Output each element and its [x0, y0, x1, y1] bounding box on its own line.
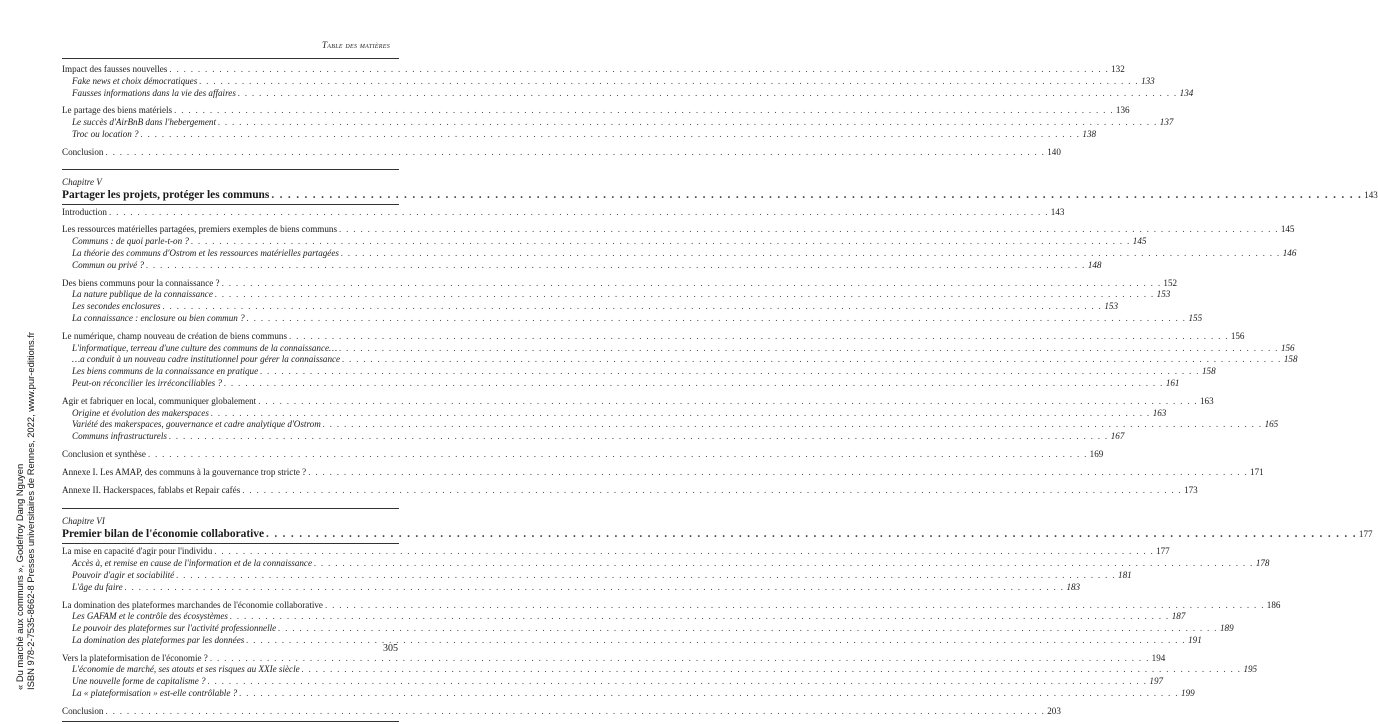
- toc-entry[interactable]: [62, 377, 1180, 390]
- toc-entry[interactable]: [62, 431, 1125, 443]
- leader-dots: [105, 147, 1045, 159]
- toc-entry[interactable]: [62, 312, 1203, 325]
- toc-entry-page: 177: [1156, 546, 1170, 557]
- leader-dots: [141, 129, 1081, 141]
- toc-entry-title: L'informatique, terreau d'une culture des communs de la connaissance…: [72, 342, 338, 353]
- chapter-title: [62, 527, 1373, 542]
- leader-dots: [169, 431, 1109, 443]
- leader-dots: [230, 611, 1170, 623]
- leader-dots: [339, 343, 1279, 355]
- toc-entry-title: Pouvoir d'agir et sociabilité: [72, 569, 175, 580]
- toc-entry[interactable]: [62, 146, 1061, 159]
- toc-entry[interactable]: [62, 64, 1125, 76]
- leader-dots: [238, 88, 1178, 100]
- toc-entry[interactable]: [62, 236, 1147, 248]
- leader-dots: [314, 558, 1254, 570]
- toc-entry-page: 163: [1152, 407, 1167, 418]
- leader-dots: [224, 378, 1164, 390]
- toc-entry-title: L'économie de marché, ses atouts et ses risques au XXIe siècle: [72, 664, 300, 675]
- leader-dots: [278, 623, 1218, 635]
- chapter5-entries: [62, 206, 1298, 497]
- leader-dots: [242, 485, 1182, 497]
- toc-entry-page: 187: [1171, 611, 1186, 622]
- side-note-line-2: ISBN 978-2-7535-8662-8 Presses universitaires de Rennes, 2022, www.pur-editions.fr: [25, 332, 36, 690]
- toc-entry-title: Annexe II. Hackerspaces, fablabs et Repair cafés: [62, 484, 241, 495]
- toc-entry-title: Agir et fabriquer en local, communiquer globalement: [62, 395, 257, 406]
- toc-entry-title: Le succès d'AirBnB dans l'hebergement: [72, 117, 216, 128]
- toc-entry-page: 199: [1181, 688, 1195, 699]
- toc-entry-title: Conclusion: [62, 705, 104, 716]
- leader-dots: [308, 467, 1248, 479]
- running-head-text: Table des matières: [321, 40, 390, 50]
- toc-entry-page: 163: [1200, 395, 1214, 406]
- leader-dots: [210, 653, 1150, 665]
- chapter-page: 177: [1358, 529, 1373, 540]
- leader-dots: [125, 582, 1065, 594]
- leader-dots: [323, 419, 1263, 431]
- toc-entry[interactable]: [62, 466, 1264, 479]
- leader-dots: [289, 331, 1229, 343]
- toc-entry-page: 171: [1250, 466, 1264, 477]
- toc-entry-title: Fake news et choix démocratiques: [72, 75, 198, 86]
- toc-entry[interactable]: [62, 581, 1081, 594]
- toc-entry-page: 155: [1188, 312, 1203, 323]
- leader-dots: [211, 408, 1151, 420]
- toc-entry-page: 178: [1255, 558, 1270, 569]
- toc-entry[interactable]: [62, 395, 1214, 408]
- toc-entry-title: Communs infrastructurels: [72, 431, 167, 442]
- page-number: 305: [383, 643, 398, 654]
- toc-entry-page: 133: [1141, 75, 1155, 86]
- toc-entry-title: Communs : de quoi parle-t-on ?: [72, 236, 189, 247]
- chapter-rule: [62, 543, 399, 544]
- toc-entry-title: Commun ou privé ?: [72, 259, 144, 270]
- toc-entry-title: Le pouvoir des plateformes sur l'activité professionnelle: [72, 623, 277, 634]
- toc-entry[interactable]: [62, 407, 1167, 420]
- leader-dots: [148, 449, 1088, 461]
- toc-entry-title: Le numérique, champ nouveau de création de biens communs: [62, 330, 287, 341]
- toc-entry[interactable]: [62, 676, 1164, 688]
- chapter-title-text: Premier bilan de l'économie collaborative: [62, 528, 265, 541]
- leader-dots: [239, 688, 1179, 700]
- header-rule: [62, 58, 399, 59]
- toc-entry[interactable]: [62, 105, 1130, 117]
- toc-entry-title: Conclusion: [62, 146, 104, 157]
- toc-entry[interactable]: [62, 87, 1194, 100]
- toc-entry-title: Variété des makerspaces, gouvernance et cadre analytique d'Ostrom: [72, 419, 321, 430]
- toc-entry-page: 156: [1280, 342, 1295, 353]
- leader-dots: [222, 278, 1162, 290]
- toc-entry[interactable]: [62, 484, 1198, 497]
- toc-entry[interactable]: [62, 259, 1102, 272]
- toc-entry-page: 132: [1111, 64, 1125, 74]
- leader-dots: [266, 527, 1357, 542]
- leader-dots: [169, 64, 1109, 76]
- toc-entry-page: 194: [1151, 652, 1166, 663]
- toc-entry[interactable]: [62, 206, 1065, 219]
- toc-entry-page: 197: [1149, 676, 1164, 687]
- leader-dots: [191, 236, 1131, 248]
- toc-entry-page: 173: [1184, 484, 1198, 495]
- leader-dots: [214, 546, 1154, 558]
- leader-dots: [105, 706, 1045, 718]
- toc-entry-page: 146: [1282, 247, 1297, 258]
- toc-entry-title: …a conduit à un nouveau cadre institutionnel pour gérer la connaissance: [72, 354, 341, 365]
- leader-dots: [341, 248, 1281, 260]
- toc-entry-title: Les secondes enclosures: [72, 301, 161, 312]
- toc-entry-page: 165: [1264, 419, 1279, 430]
- toc-entry-page: 158: [1201, 366, 1216, 377]
- leader-dots: [146, 260, 1086, 272]
- toc-entry-page: 203: [1047, 705, 1061, 716]
- toc-entry-title: Les ressources matérielles partagées, premiers exemples de biens communs: [62, 224, 337, 235]
- leader-dots: [342, 354, 1282, 366]
- chapter-page: 143: [1364, 189, 1378, 200]
- toc-entry[interactable]: [62, 117, 1174, 129]
- toc-entry[interactable]: [62, 546, 1170, 558]
- leader-dots: [271, 188, 1362, 203]
- toc-entry-page: 137: [1159, 117, 1174, 128]
- toc-entry[interactable]: [62, 634, 1202, 647]
- toc-entry-page: 152: [1163, 277, 1178, 288]
- toc-entry-title: Fausses informations dans la vie des affaires: [72, 87, 236, 98]
- toc-entry-page: 134: [1179, 87, 1194, 98]
- leader-dots: [218, 117, 1158, 129]
- toc-entry[interactable]: [62, 448, 1104, 461]
- toc-entry-page: 143: [1050, 206, 1065, 217]
- toc-entry[interactable]: [62, 342, 1295, 355]
- side-copyright-note: [14, 332, 36, 690]
- chapter-rule: [62, 204, 399, 205]
- toc-entry-title: La domination des plateformes par les données: [72, 634, 245, 645]
- toc-entry-page: 195: [1243, 664, 1258, 675]
- leader-dots: [325, 600, 1265, 612]
- toc-entry[interactable]: [62, 301, 1119, 313]
- toc-entry[interactable]: [62, 419, 1279, 431]
- leader-dots: [258, 396, 1198, 408]
- toc-entry-title: Accès à, et remise en cause de l'information et de la connaissance: [72, 558, 313, 569]
- toc-entry-page: 156: [1230, 330, 1245, 341]
- toc-entry-page: 145: [1132, 236, 1147, 247]
- toc-entry-title: Les GAFAM et le contrôle des écosystèmes: [72, 611, 228, 622]
- toc-entry-page: 186: [1266, 599, 1281, 610]
- bottom-rule: [62, 721, 399, 722]
- toc-entry-page: 191: [1188, 634, 1202, 645]
- toc-entry-page: 138: [1082, 128, 1097, 139]
- toc-entry[interactable]: [62, 664, 1258, 676]
- toc-entry-title: Une nouvelle forme de capitalisme ?: [72, 676, 206, 687]
- toc-entry-page: 181: [1118, 569, 1132, 580]
- toc-entry-page: 158: [1283, 354, 1298, 365]
- toc-entry-page: 148: [1087, 259, 1102, 270]
- toc-entry-page: 167: [1110, 431, 1125, 442]
- leader-dots: [247, 313, 1187, 325]
- toc-entry[interactable]: [62, 569, 1132, 582]
- toc-entry-page: 161: [1165, 377, 1180, 388]
- toc-entry-title: Vers la plateformisation de l'économie ?: [62, 652, 208, 663]
- toc-entry[interactable]: [62, 705, 1061, 718]
- chapter-label: Chapitre V: [62, 176, 102, 187]
- toc-entry[interactable]: [62, 652, 1166, 665]
- toc-entry-title: Les biens communs de la connaissance en pratique: [72, 366, 259, 377]
- running-head: [322, 40, 390, 50]
- toc-entry-title: La connaissance : enclosure ou bien commun ?: [72, 312, 245, 323]
- leader-dots: [208, 676, 1148, 688]
- leader-dots: [215, 289, 1155, 301]
- toc-entry-page: 136: [1115, 105, 1130, 116]
- toc-entry[interactable]: [62, 330, 1245, 343]
- toc-entry-title: Troc ou location ?: [72, 128, 139, 139]
- leader-dots: [339, 224, 1279, 236]
- chapter-title-text: Partager les projets, protéger les communs: [62, 188, 270, 201]
- toc-entry[interactable]: [62, 611, 1186, 623]
- toc-entry[interactable]: [62, 224, 1295, 236]
- toc-entry-page: 153: [1104, 301, 1119, 312]
- toc-entry-title: Le partage des biens matériels: [62, 105, 173, 116]
- toc-entry[interactable]: [62, 128, 1097, 141]
- toc-entry[interactable]: [62, 75, 1155, 88]
- toc-entry[interactable]: [62, 277, 1178, 290]
- toc-entry-title: L'âge du faire: [72, 581, 123, 592]
- toc-entry[interactable]: [62, 354, 1298, 366]
- toc-top-block: [62, 64, 1194, 159]
- toc-entry-title: La domination des plateformes marchandes de l'économie collaborative: [62, 599, 323, 610]
- side-note-line-1: « Du marché aux communs », Godefroy Dang Nguyen: [14, 463, 25, 690]
- toc-entry-page: 169: [1089, 448, 1104, 459]
- leader-dots: [260, 366, 1200, 378]
- toc-entry-title: La « plateformisation » est-elle contrôlable ?: [72, 688, 238, 699]
- toc-entry-title: Annexe I. Les AMAP, des communs à la gouvernance trop stricte ?: [62, 466, 307, 477]
- leader-dots: [199, 76, 1139, 88]
- toc-entry[interactable]: [62, 599, 1281, 612]
- table-of-contents: [62, 64, 1378, 724]
- toc-entry[interactable]: [62, 247, 1297, 260]
- chapter-title: [62, 188, 1378, 203]
- toc-entry-title: La mise en capacité d'agir pour l'individu: [62, 546, 213, 557]
- leader-dots: [109, 207, 1049, 219]
- toc-entry-page: 153: [1156, 289, 1171, 300]
- toc-entry-page: 145: [1280, 224, 1295, 235]
- chapter-label: Chapitre VI: [62, 516, 105, 527]
- leader-dots: [176, 570, 1116, 582]
- toc-entry-page: 183: [1066, 581, 1081, 592]
- toc-entry[interactable]: [62, 366, 1216, 378]
- toc-entry-title: La nature publique de la connaissance: [72, 289, 213, 300]
- leader-dots: [163, 301, 1103, 313]
- toc-entry-title: La théorie des communs d'Ostrom et les ressources matérielles partagées: [72, 247, 339, 258]
- leader-dots: [302, 664, 1242, 676]
- toc-entry[interactable]: [62, 289, 1171, 301]
- toc-entry[interactable]: [62, 558, 1270, 570]
- toc-entry[interactable]: [62, 688, 1195, 700]
- toc-entry-title: Des biens communs pour la connaissance ?: [62, 277, 220, 288]
- section-rule: [62, 508, 399, 509]
- toc-entry[interactable]: [62, 623, 1234, 635]
- toc-entry-title: Peut-on réconcilier les irréconciliables ?: [72, 377, 223, 388]
- section-rule: [62, 169, 399, 170]
- chapter6-entries: [62, 546, 1281, 717]
- toc-entry-title: Impact des fausses nouvelles: [62, 64, 168, 74]
- toc-entry-title: Introduction: [62, 206, 107, 217]
- toc-entry-title: Origine et évolution des makerspaces: [72, 407, 209, 418]
- toc-entry-page: 140: [1047, 146, 1061, 157]
- leader-dots: [174, 105, 1114, 117]
- toc-entry-title: Conclusion et synthèse: [62, 448, 146, 459]
- toc-entry-page: 189: [1219, 623, 1234, 634]
